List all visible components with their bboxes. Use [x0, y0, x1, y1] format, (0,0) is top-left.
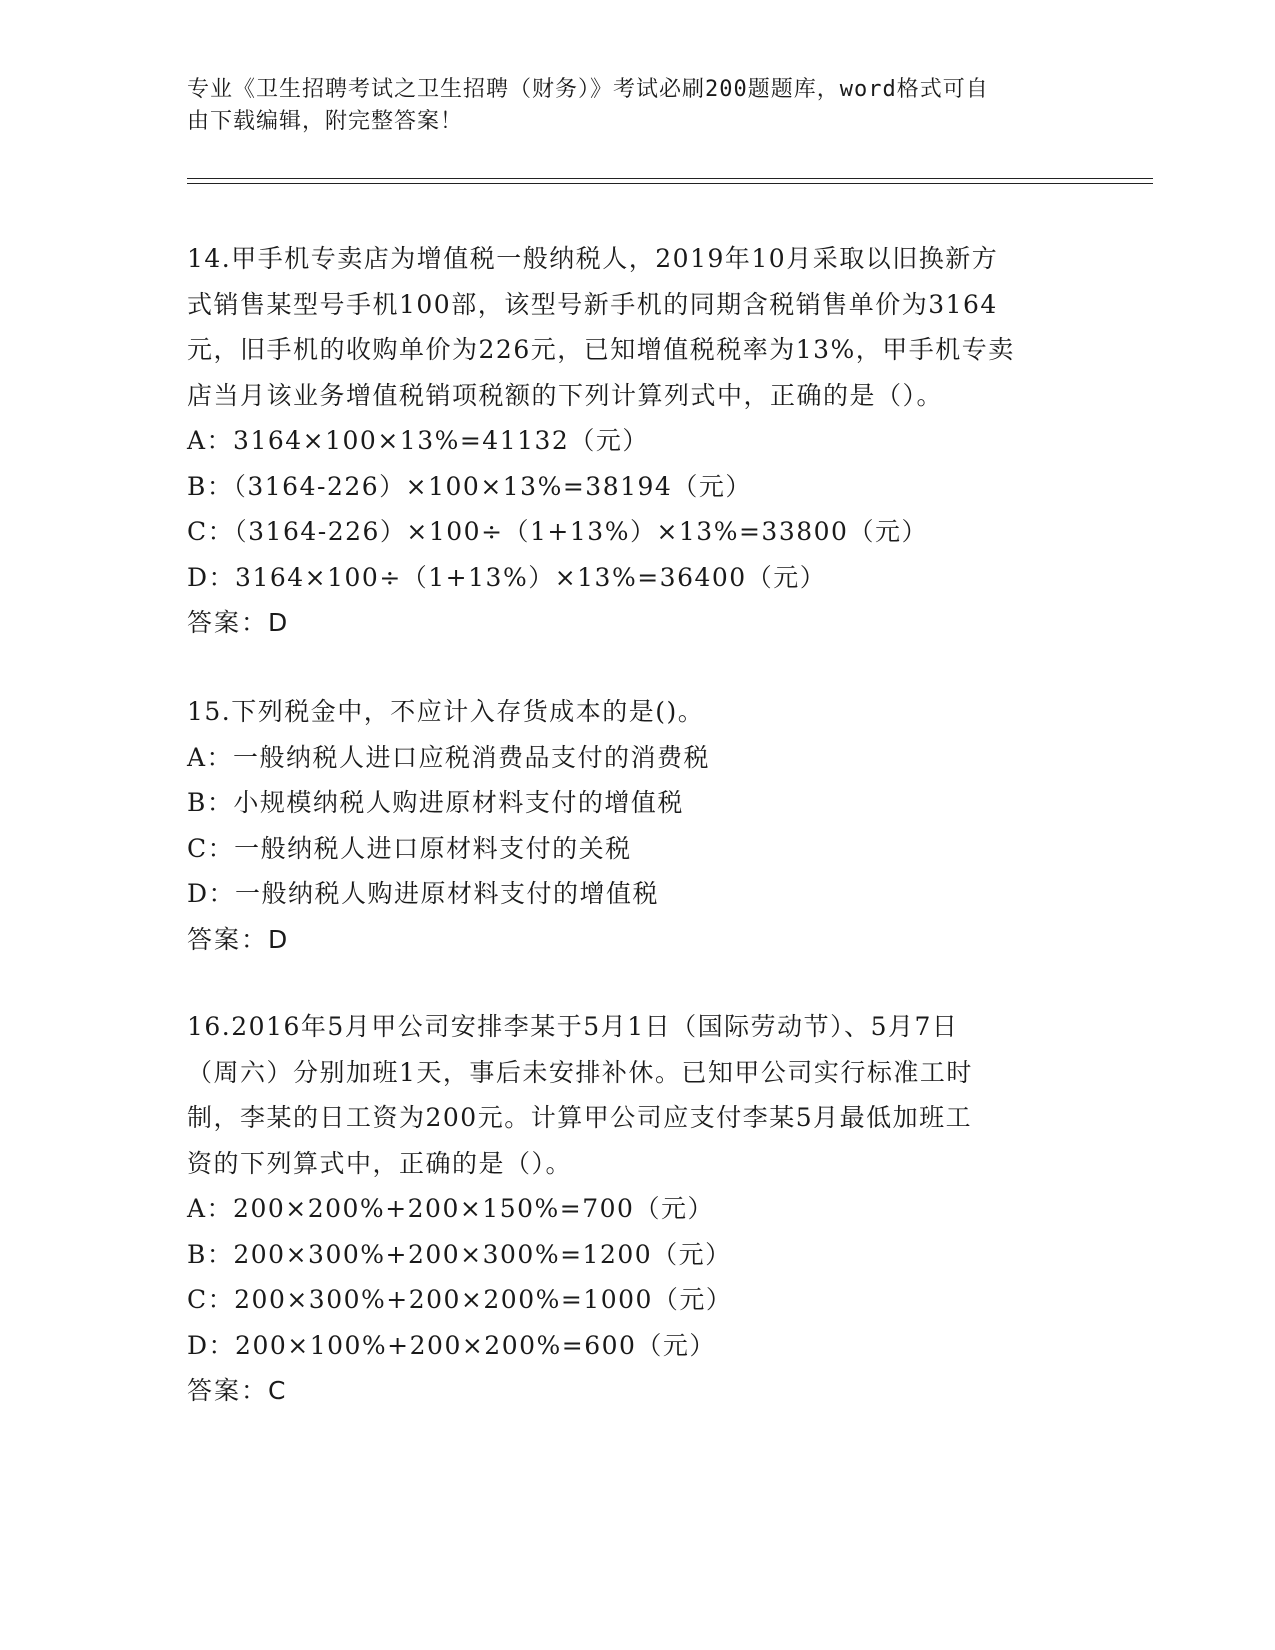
option-a: A：一般纳税人进口应税消费品支付的消费税: [187, 742, 711, 772]
question-stem-line: 元，旧手机的收购单价为226元，已知增值税税率为13%，甲手机专卖: [187, 335, 1015, 364]
option-a: A：3164×100×13%=41132（元）: [187, 426, 649, 455]
option-a: A：200×200%+200×150%=700（元）: [187, 1194, 714, 1223]
option-b: B：（3164-226）×100×13%=38194（元）: [187, 471, 752, 501]
question-stem-line: 制，李某的日工资为200元。计算甲公司应支付李某5月最低加班工: [187, 1103, 973, 1132]
option-d: D：3164×100÷（1+13%）×13%=36400（元）: [187, 562, 827, 592]
question-stem-line: （周六）分别加班1天，事后未安排补休。已知甲公司实行标准工时: [187, 1057, 973, 1087]
header-line-2: 由下载编辑，附完整答案！: [187, 109, 464, 134]
header-divider-top: [187, 178, 1153, 179]
question-14: [187, 236, 1087, 646]
option-c: C：200×300%+200×200%=1000（元）: [187, 1285, 733, 1314]
option-d: D：一般纳税人购进原材料支付的增值税: [187, 879, 660, 908]
option-c: C：（3164-226）×100÷（1+13%）×13%=33800（元）: [187, 517, 928, 546]
answer-line: 答案：D: [187, 924, 290, 954]
question-stem-line: 店当月该业务增值税销项税额的下列计算列式中，正确的是（）。: [187, 380, 944, 410]
question-stem-line: 15.下列税金中，不应计入存货成本的是()。: [187, 697, 705, 726]
option-b: B：小规模纳税人购进原材料支付的增值税: [187, 788, 684, 817]
option-c: C：一般纳税人进口原材料支付的关税: [187, 833, 632, 863]
header-divider-bottom: [187, 183, 1153, 184]
option-b: B：200×300%+200×300%=1200（元）: [187, 1239, 732, 1269]
answer-line: 答案：D: [187, 608, 290, 637]
question-stem-line: 资的下列算式中，正确的是（）。: [187, 1148, 573, 1178]
question-stem-line: 14.甲手机专卖店为增值税一般纳税人，2019年10月采取以旧换新方: [187, 244, 999, 273]
header-line-1: 专业《卫生招聘考试之卫生招聘（财务）》考试必刷200题题库，word格式可自: [187, 77, 989, 102]
answer-line: 答案：C: [187, 1376, 288, 1405]
question-16: [187, 1004, 1087, 1414]
question-stem-line: 16.2016年5月甲公司安排李某于5月1日（国际劳动节）、5月7日: [187, 1012, 959, 1041]
document-header: [187, 74, 1067, 138]
option-d: D：200×100%+200×200%=600（元）: [187, 1330, 716, 1360]
question-15: [187, 689, 1087, 962]
question-stem-line: 式销售某型号手机100部，该型号新手机的同期含税销售单价为3164: [187, 289, 998, 319]
